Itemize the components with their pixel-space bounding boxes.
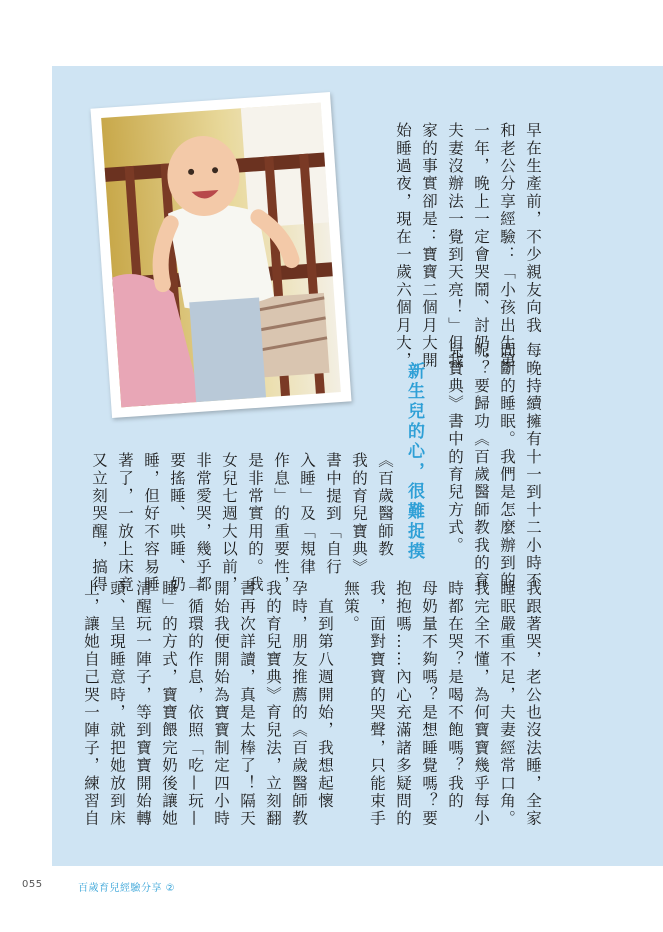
text-column: 又立刻哭醒，搞得: [90, 452, 108, 594]
text-column: 早在生產前，不少親友向我: [524, 122, 542, 335]
text-column: 始睡過夜，現在一歲六個月大，: [394, 122, 412, 370]
text-column: 著了，一放上床竟: [116, 452, 134, 594]
text-column: 書中提到「自行: [324, 452, 342, 576]
text-column: 頭、呈現睡意時，就把她放到床: [108, 580, 126, 828]
text-column: 孕時，朋友推薦的《百歲醫師教: [290, 580, 308, 828]
text-column: 我跟著哭，老公也沒法睡，全家: [524, 580, 542, 828]
text-column: 睡」的方式，寶寶餵完奶後讓她: [160, 580, 178, 828]
text-column: 我完全不懂，為何寶寶幾乎每小: [472, 580, 490, 828]
text-column: 時都在哭？是喝不飽嗎？我的: [446, 580, 464, 811]
text-column: 一年，晚上一定會哭鬧、討奶，: [472, 122, 490, 370]
baby-photo: [90, 92, 351, 418]
text-column: 非常愛哭，幾乎都: [194, 452, 212, 594]
text-column: 間斷的睡眠。我們是怎麼辦到的: [498, 342, 516, 590]
text-column: 上，讓她自己哭一陣子，練習自: [82, 580, 100, 828]
text-column: 要搖睡、哄睡、奶: [168, 452, 186, 594]
text-column: 呢？要歸功《百歲醫師教我的育: [472, 342, 490, 590]
text-column: 一循環的作息，依照「吃—玩—: [186, 580, 204, 828]
baby-in-crib-illustration: [90, 92, 351, 418]
text-column: 睡眠嚴重不足，夫妻經常口角。: [498, 580, 516, 828]
text-column: 書再次詳讀，真是太棒了！隔天: [238, 580, 256, 828]
page-number: 055: [22, 879, 43, 890]
text-column: 直到第八週開始，我想起懷: [316, 580, 334, 811]
text-column: 抱抱嗎……內心充滿諸多疑問的: [394, 580, 412, 828]
text-column: 我的育兒寶典》: [350, 452, 368, 576]
text-column: 每晚持續擁有十一到十二小時不: [524, 342, 542, 590]
text-column: 無策。: [342, 580, 360, 634]
text-column: 《百歲醫師教: [376, 452, 394, 559]
section-heading: 新生兒的心，很難捉摸: [404, 362, 424, 562]
text-column: 我的育兒寶典》育兒法，立刻翻: [264, 580, 282, 828]
text-column: 開始我便開始為寶寶制定四小時: [212, 580, 230, 828]
text-column: 夫妻沒辦法一覺到天亮！」但我: [446, 122, 464, 370]
text-column: 我，面對寶寶的哭聲，只能束手: [368, 580, 386, 828]
running-footer-title: 百歲育兒經驗分享 ②: [78, 883, 176, 894]
text-column: 作息」的重要性，: [272, 452, 290, 594]
text-column: 睡，但好不容易睡: [142, 452, 160, 594]
text-column: 和老公分享經驗：「小孩出生第: [498, 122, 516, 370]
text-column: 清醒玩一陣子，等到寶寶開始轉: [134, 580, 152, 828]
text-column: 家的事實卻是：寶寶二個月大開: [420, 122, 438, 370]
text-column: 兒寶典》書中的育兒方式。: [446, 342, 464, 555]
text-column: 母奶量不夠嗎？是想睡覺嗎？要: [420, 580, 438, 828]
text-column: 女兒七週大以前，: [220, 452, 238, 594]
text-column: 是非常實用的。我: [246, 452, 264, 594]
text-column: 入睡」及「規律: [298, 452, 316, 576]
